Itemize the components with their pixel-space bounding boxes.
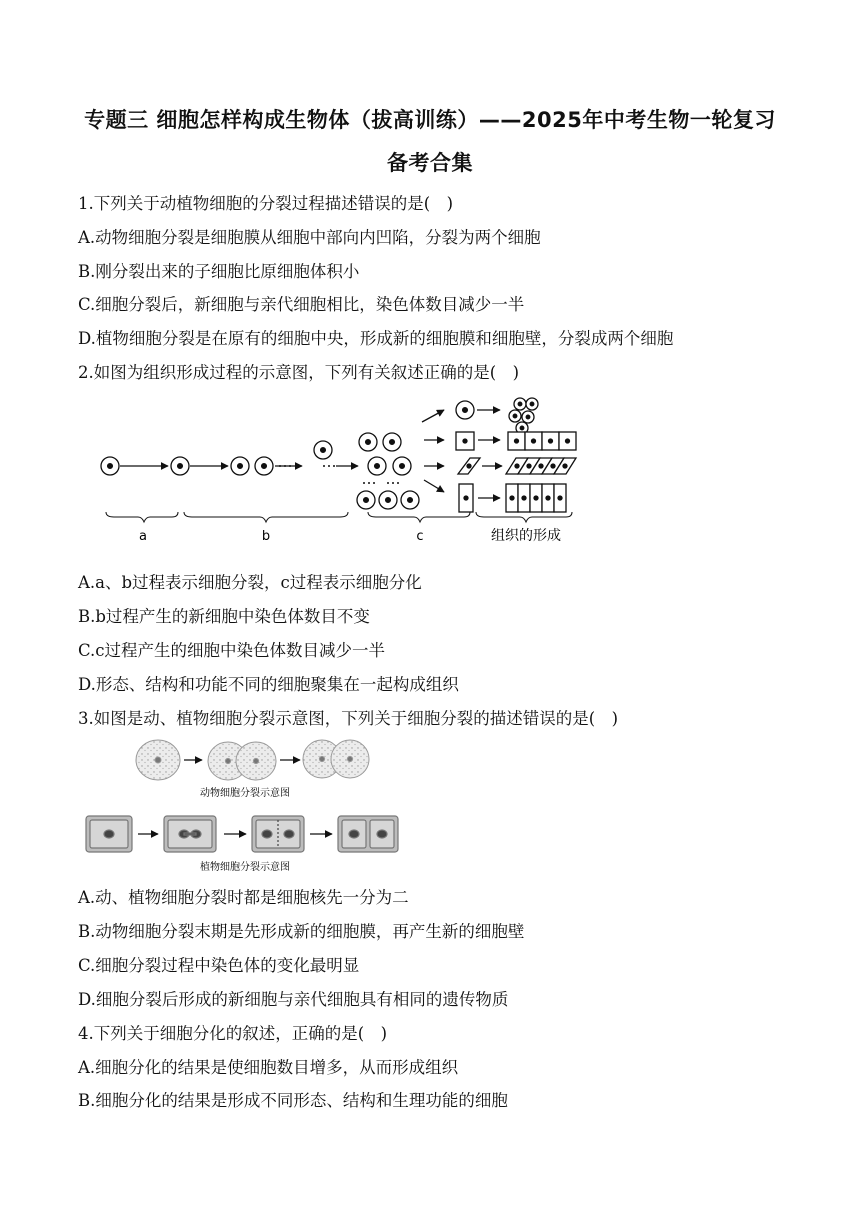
- page-title-line2: 备考合集: [387, 151, 473, 175]
- q2-option-c: C.c过程产生的细胞中染色体数目减少一半: [78, 641, 386, 660]
- q1-stem: 1.下列关于动植物细胞的分裂过程描述错误的是( ): [78, 194, 454, 213]
- figure-label-b: b: [261, 529, 271, 544]
- q2-option-d: D.形态、结构和功能不同的细胞聚集在一起构成组织: [78, 675, 459, 694]
- figure-label-tissue: 组织的形成: [491, 528, 561, 544]
- q3-option-c: C.细胞分裂过程中染色体的变化最明显: [78, 956, 360, 975]
- plant-division-caption: 植物细胞分裂示意图: [200, 862, 290, 873]
- q3-option-b: B.动物细胞分裂末期是先形成新的细胞膜，再产生新的细胞壁: [78, 922, 525, 941]
- q3-option-d: D.细胞分裂后形成的新细胞与亲代细胞具有相同的遗传物质: [78, 990, 509, 1009]
- cell-division-figure: [80, 734, 410, 876]
- q2-stem: 2.如图为组织形成过程的示意图，下列有关叙述正确的是( ): [78, 363, 520, 382]
- q1-option-a: A.动物细胞分裂是细胞膜从细胞中部向内凹陷，分裂为两个细胞: [78, 228, 541, 247]
- figure-label-a: a: [139, 529, 147, 544]
- q3-option-a: A.动、植物细胞分裂时都是细胞核先一分为二: [78, 888, 409, 907]
- q4-stem: 4.下列关于细胞分化的叙述，正确的是( ): [78, 1024, 388, 1043]
- q1-option-c: C.细胞分裂后，新细胞与亲代细胞相比，染色体数目减少一半: [78, 295, 525, 314]
- q2-option-a: A.a、b过程表示细胞分裂，c过程表示细胞分化: [78, 573, 422, 592]
- q1-option-d: D.植物细胞分裂是在原有的细胞中央，形成新的细胞膜和细胞壁，分裂成两个细胞: [78, 329, 674, 348]
- tissue-formation-figure: [92, 392, 592, 550]
- q2-option-b: B.b过程产生的新细胞中染色体数目不变: [78, 607, 370, 626]
- animal-division-caption: 动物细胞分裂示意图: [200, 788, 290, 799]
- q3-stem: 3.如图是动、植物细胞分裂示意图，下列关于细胞分裂的描述错误的是( ): [78, 709, 619, 728]
- q1-option-b: B.刚分裂出来的子细胞比原细胞体积小: [78, 262, 360, 281]
- page-title-line1: 专题三 细胞怎样构成生物体（拔高训练）——2025年中考生物一轮复习: [84, 108, 776, 132]
- figure-label-c: c: [416, 529, 424, 544]
- q4-option-a: A.细胞分化的结果是使细胞数目增多，从而形成组织: [78, 1058, 459, 1077]
- q4-option-b: B.细胞分化的结果是形成不同形态、结构和生理功能的细胞: [78, 1091, 508, 1110]
